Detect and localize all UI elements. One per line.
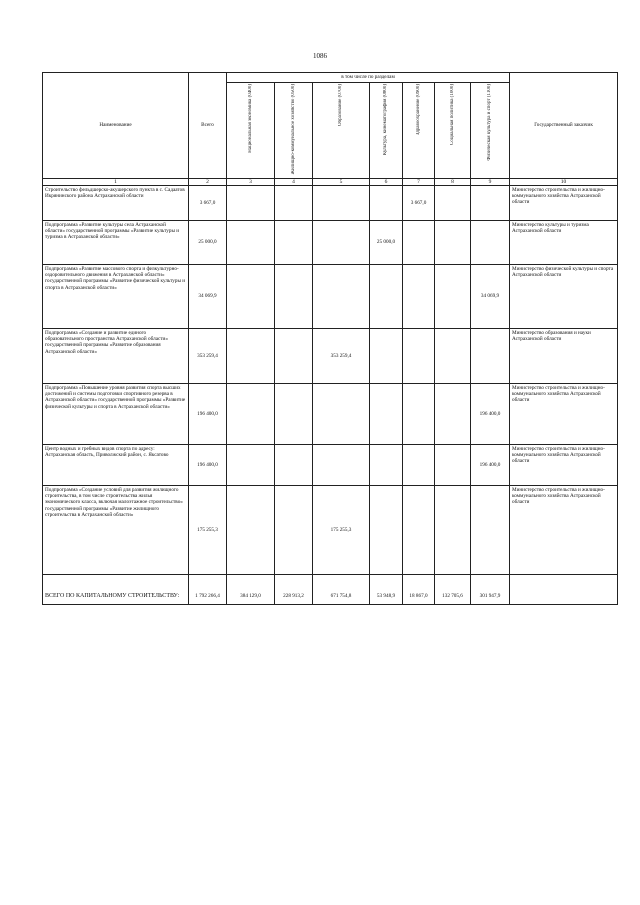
header-section-0500: Жилищно-коммунальное хозяйство (0500) [275,83,313,179]
row-cell [275,185,313,220]
row-name: Подпрограмма «Создание и развитие единого образовательного пространства Астраханской области» государственной программы «Развитие образования Астраханской области» [43,328,189,383]
row-total: 196 400,0 [189,383,227,444]
row-cell [313,185,370,220]
header-section-0900: Здравоохранение (0900) [403,83,435,179]
row-cell [435,485,471,574]
column-numbers-row [43,178,618,185]
row-cell [313,444,370,485]
column-number: 10 [510,178,618,185]
total-row-cell: 18 867,0 [403,574,435,604]
table-row [43,220,618,264]
row-cell [313,264,370,328]
row-name: Центр водных и гребных видов спорта по адресу: Астраханская область, Приволжский район, с. Яксатово [43,444,189,485]
column-number: 2 [189,178,227,185]
row-cell [370,264,403,328]
row-cell [403,444,435,485]
table-row [43,485,618,574]
row-total: 196 400,0 [189,444,227,485]
total-row-cell: 228 913,2 [275,574,313,604]
header-total: Всего [189,73,227,179]
row-cell [275,444,313,485]
row-total: 3 667,0 [189,185,227,220]
total-row-name: ВСЕГО ПО КАПИТАЛЬНОМУ СТРОИТЕЛЬСТВУ: [43,574,189,604]
row-customer: Министерство строительства и жилищно-коммунального хозяйства Астраханской области [510,444,618,485]
row-cell [435,264,471,328]
row-cell [370,485,403,574]
total-row-customer [510,574,618,604]
row-cell [275,264,313,328]
row-cell [471,328,510,383]
header-section-0700: Образование (0700) [313,83,370,179]
row-total: 34 069,9 [189,264,227,328]
row-cell [275,220,313,264]
total-row-total: 1 792 266,4 [189,574,227,604]
row-cell [435,220,471,264]
row-cell: 196 400,0 [471,444,510,485]
row-cell [227,444,275,485]
row-cell [313,220,370,264]
row-cell [403,220,435,264]
row-cell [227,264,275,328]
row-name: Подпрограмма «Повышение уровня развития спорта высших достижений и системы подготовки спортивного резерва в Астраханской области» государственной программы «Развитие физической культуры и спорта в Астраханской области» [43,383,189,444]
row-customer: Министерство культуры и туризма Астраханской области [510,220,618,264]
row-cell [227,383,275,444]
row-cell: 353 259,4 [313,328,370,383]
row-cell [275,485,313,574]
table-row [43,444,618,485]
header-sections-caption: в том числе по разделам [227,73,510,83]
total-row-cell: 53 948,9 [370,574,403,604]
table-row [43,185,618,220]
row-cell: 25 000,0 [370,220,403,264]
row-cell [370,383,403,444]
row-cell [471,485,510,574]
row-cell [227,185,275,220]
row-cell [403,264,435,328]
row-cell: 196 400,0 [471,383,510,444]
row-total: 175 255,3 [189,485,227,574]
row-cell [435,383,471,444]
column-number: 1 [43,178,189,185]
header-name: Наименование [43,73,189,179]
column-number: 4 [275,178,313,185]
header-section-0400: Национальная экономика (0400) [227,83,275,179]
row-cell [370,185,403,220]
row-cell [227,485,275,574]
column-number: 3 [227,178,275,185]
header-section-1000: Социальная политика (1000) [435,83,471,179]
row-cell [403,485,435,574]
total-row-cell: 384 129,0 [227,574,275,604]
total-row [43,574,618,604]
row-cell [435,185,471,220]
total-row-cell: 671 754,8 [313,574,370,604]
row-cell [403,383,435,444]
row-total: 25 000,0 [189,220,227,264]
column-number: 7 [403,178,435,185]
total-row-cell: 132 705,6 [435,574,471,604]
table-row [43,383,618,444]
row-cell: 34 069,9 [471,264,510,328]
row-cell [370,444,403,485]
row-customer: Министерство образования и науки Астраханской области [510,328,618,383]
row-customer: Министерство строительства и жилищно-коммунального хозяйства Астраханской области [510,383,618,444]
row-cell [471,185,510,220]
row-cell [403,328,435,383]
row-cell: 3 667,0 [403,185,435,220]
row-cell: 175 255,3 [313,485,370,574]
row-cell [313,383,370,444]
table-row [43,264,618,328]
table-row [43,328,618,383]
header-customer: Государственный заказчик [510,73,618,179]
column-number: 6 [370,178,403,185]
row-name: Подпрограмма «Создание условий для развития жилищного строительства, в том числе строительства жилья экономического класса, включая малоэтажное строительство» государственной программы «Развитие жилищного строительства в Астраханской области» [43,485,189,574]
row-customer: Министерство физической культуры и спорта Астраханской области [510,264,618,328]
row-cell [471,220,510,264]
column-number: 5 [313,178,370,185]
row-cell [275,328,313,383]
row-name: Подпрограмма «Развитие массового спорта и физкультурно-оздоровительного движения в Астраханской области» государственной программы «Развитие физической культуры и спорта в Астраханской области» [43,264,189,328]
page-number: 1086 [313,52,327,60]
row-total: 353 259,4 [189,328,227,383]
capital-construction-table [42,72,618,605]
row-cell [227,220,275,264]
row-cell [435,328,471,383]
total-row-cell: 301 947,9 [471,574,510,604]
row-cell [435,444,471,485]
column-number: 8 [435,178,471,185]
column-number: 9 [471,178,510,185]
header-section-0800: Культура, кинематография (0800) [370,83,403,179]
row-name: Строительство фельдшерско-акушерского пункта в с. Садаатов Икрянинского района Астраханской области [43,185,189,220]
row-customer: Министерство строительства и жилищно-коммунального хозяйства Астраханской области [510,185,618,220]
row-name: Подпрограмма «Развитие культуры села Астраханской области» государственной программы «Развитие культуры и туризма в Астраханской области» [43,220,189,264]
header-section-1100: Физическая культура и спорт (1100) [471,83,510,179]
row-cell [275,383,313,444]
row-customer: Министерство строительства и жилищно-коммунального хозяйства Астраханской области [510,485,618,574]
row-cell [370,328,403,383]
row-cell [227,328,275,383]
